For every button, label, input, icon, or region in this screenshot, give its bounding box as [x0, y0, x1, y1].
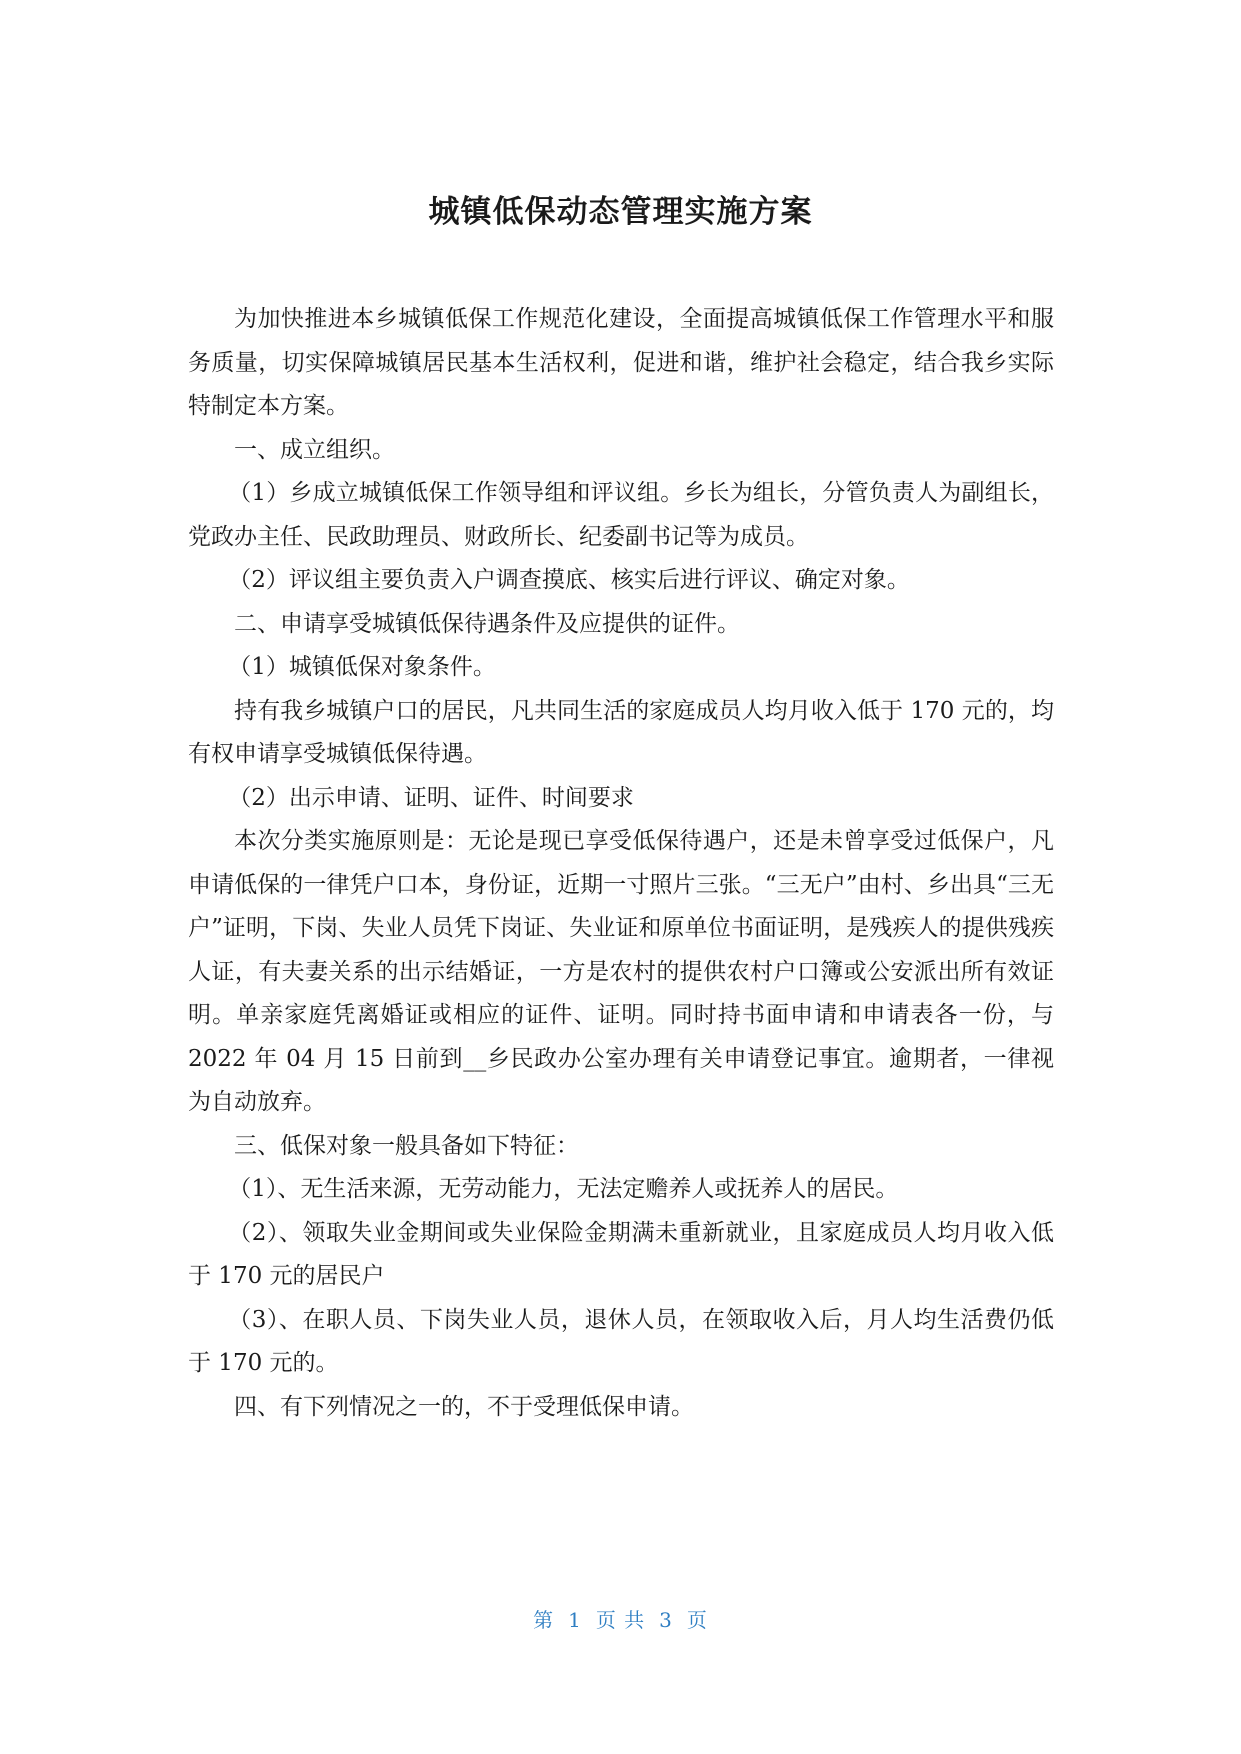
footer-suffix: 页 — [686, 1608, 708, 1632]
footer-prefix: 第 — [533, 1608, 555, 1632]
document-body — [188, 298, 1054, 1429]
paragraph: 持有我乡城镇户口的居民，凡共同生活的家庭成员人均月收入低于 170 元的，均有权申请享受城镇低保待遇。 — [188, 697, 1054, 767]
list-item: （1）、无生活来源，无劳动能力，无法定赡养人或抚养人的居民。 — [228, 1176, 899, 1202]
list-item: （2）、领取失业金期间或失业保险金期满未重新就业，且家庭成员人均月收入低于 170 元的居民户 — [188, 1219, 1054, 1289]
page-footer — [0, 1607, 1241, 1633]
section-heading-1: 一、成立组织。 — [234, 436, 395, 463]
list-item: （2）出示申请、证明、证件、时间要求 — [228, 784, 634, 811]
section-heading-3: 三、低保对象一般具备如下特征： — [234, 1132, 579, 1159]
total-pages: 3 — [659, 1608, 673, 1632]
section-heading-4: 四、有下列情况之一的，不于受理低保申请。 — [234, 1393, 694, 1420]
section-heading-2: 二、申请享受城镇低保待遇条件及应提供的证件。 — [234, 610, 740, 637]
page-number: 1 — [568, 1608, 582, 1632]
list-item: （1）城镇低保对象条件。 — [228, 654, 496, 680]
paragraph: 本次分类实施原则是：无论是现已享受低保待遇户，还是未曾享受过低保户，凡申请低保的一律凭户口本，身份证，近期一寸照片三张。“三无户”由村、乡出具“三无户”证明，下岗、失业人员凭下岗证、失业证和原单位书面证明，是残疾人的提供残疾人证，有夫妻关系的出示结婚证，一方是农村的提供农村户口簿或公安派出所有效证明。单亲家庭凭离婚证或相应的证件、证明。同时持书面申请和申请表各一份，与 2022 年 04 月 15 日前到__乡民政办公室办理有关申请登记事宜。逾期者，一律视为自动放弃。 — [188, 828, 1054, 1115]
footer-middle: 页 共 — [595, 1608, 646, 1632]
list-item: （2）评议组主要负责入户调查摸底、核实后进行评议、确定对象。 — [228, 567, 910, 593]
document-title: 城镇低保动态管理实施方案 — [428, 194, 813, 230]
paragraph-intro: 为加快推进本乡城镇低保工作规范化建设，全面提高城镇低保工作管理水平和服务质量，切实保障城镇居民基本生活权利，促进和谐，维护社会稳定，结合我乡实际特制定本方案。 — [188, 306, 1054, 419]
list-item: （1）乡成立城镇低保工作领导组和评议组。乡长为组长，分管负责人为副组长，党政办主任、民政助理员、财政所长、纪委副书记等为成员。 — [188, 480, 1054, 550]
list-item: （3）、在职人员、下岗失业人员，退休人员，在领取收入后，月人均生活费仍低于 170 元的。 — [188, 1306, 1054, 1376]
